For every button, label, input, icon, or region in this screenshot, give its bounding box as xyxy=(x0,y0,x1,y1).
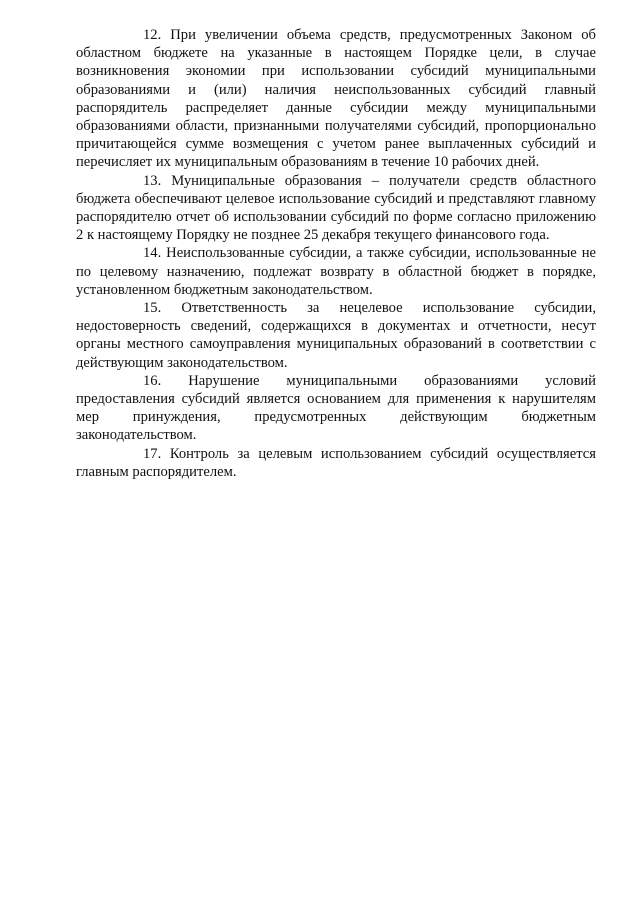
paragraph-14: 14. Неиспользованные субсидии, а также субсидии, использованные не по целевому назначению, подлежат возврату в областной бюджет в порядке, установленном бюджетным законодательством. xyxy=(76,245,596,298)
document-page xyxy=(76,26,596,481)
paragraph-16: 16. Нарушение муниципальными образованиями условий предоставления субсидий является основанием для применения к нарушителям мер принуждения, предусмотренных действующим бюджетным законодательством. xyxy=(76,372,596,444)
paragraph-12: 12. При увеличении объема средств, предусмотренных Законом об областном бюджете на указанные в настоящем Порядке цели, в случае возникновения экономии при использовании субсидий муниципальными образованиями и (или) наличия неиспользованных субсидий главный распорядитель распределяет данные субсидии между муниципальными образованиями области, признанными получателями субсидий, пропорционально причитающейся сумме возмещения с учетом ранее выплаченных субсидий и перечисляет их муниципальным образованиям в течение 10 рабочих дней. xyxy=(76,27,596,171)
paragraph-15: 15. Ответственность за нецелевое использование субсидии, недостоверность сведений, содержащихся в документах и отчетности, несут органы местного самоуправления муниципальных образований в соответствии с действующим законодательством. xyxy=(76,300,596,371)
paragraph-17: 17. Контроль за целевым использованием субсидий осуществляется главным распорядителем. xyxy=(76,445,596,480)
paragraph-13: 13. Муниципальные образования – получатели средств областного бюджета обеспечивают целевое использование субсидий и представляют главному распорядителю отчет об использовании субсидий по форме согласно приложению 2 к настоящему Порядку не позднее 25 декабря текущего финансового года. xyxy=(76,172,596,244)
